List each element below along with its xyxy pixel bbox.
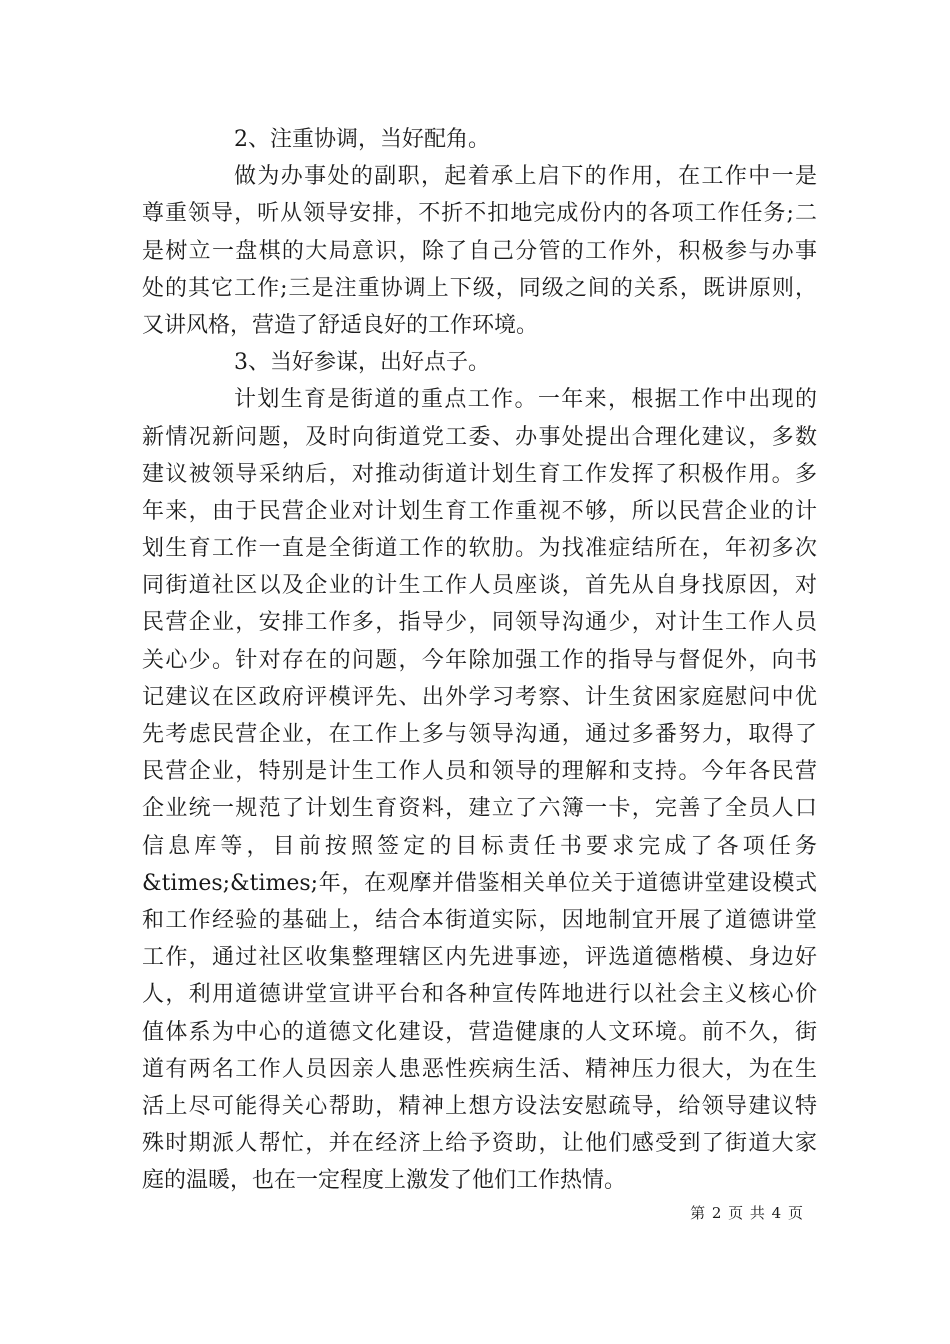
text-line: 信息库等，目前按照签定的目标责任书要求完成了各项任务 — [142, 833, 817, 859]
text-line: &times;&times;年，在观摩并借鉴相关单位关于道德讲堂建设模式 — [142, 870, 817, 896]
text-line: 同街道社区以及企业的计生工作人员座谈，首先从自身找原因，对 — [142, 573, 817, 599]
text-line: 新情况新问题，及时向街道党工委、办事处提出合理化建议，多数 — [142, 424, 817, 450]
text-line: 又讲风格，营造了舒适良好的工作环境。 — [142, 312, 539, 338]
text-line: 年来，由于民营企业对计划生育工作重视不够，所以民营企业的计 — [142, 498, 817, 524]
text-line: 先考虑民营企业，在工作上多与领导沟通，通过多番努力，取得了 — [142, 722, 817, 747]
text-line: 企业统一规范了计划生育资料，建立了六簿一卡，完善了全员人口 — [142, 796, 817, 822]
text-line: 关心少。针对存在的问题，今年除加强工作的指导与督促外，向书 — [142, 647, 817, 673]
text-line: 记建议在区政府评模评先、出外学习考察、计生贫困家庭慰问中优 — [142, 684, 817, 710]
page-number-footer: 第 2 页 共 4 页 — [690, 1204, 804, 1222]
text-line: 尊重领导，听从领导安排，不折不扣地完成份内的各项工作任务;二 — [142, 201, 817, 227]
text-line: 值体系为中心的道德文化建设，营造健康的人文环境。前不久，街 — [142, 1019, 817, 1045]
text-line: 是树立一盘棋的大局意识，除了自己分管的工作外，积极参与办事 — [142, 238, 817, 264]
text-line: 和工作经验的基础上，结合本街道实际，因地制宜开展了道德讲堂 — [142, 907, 817, 933]
text-line: 道有两名工作人员因亲人患恶性疾病生活、精神压力很大，为在生 — [142, 1056, 817, 1082]
text-line: 庭的温暖，也在一定程度上激发了他们工作热情。 — [142, 1168, 627, 1194]
text-line: 处的其它工作;三是注重协调上下级，同级之间的关系，既讲原则， — [142, 275, 817, 301]
text-line: 民营企业，特别是计生工作人员和领导的理解和支持。今年各民营 — [142, 759, 817, 785]
text-line: 活上尽可能得关心帮助，精神上想方设法安慰疏导，给领导建议特 — [142, 1093, 817, 1119]
text-line: 民营企业，安排工作多，指导少，同领导沟通少，对计生工作人员 — [142, 610, 817, 636]
text-line: 建议被领导采纳后，对推动街道计划生育工作发挥了积极作用。多 — [142, 461, 817, 487]
text-line: 人，利用道德讲堂宣讲平台和各种宣传阵地进行以社会主义核心价 — [142, 982, 817, 1008]
text-line: 3、当好参谋，出好点子。 — [234, 350, 490, 376]
text-line: 工作，通过社区收集整理辖区内先进事迹，评选道德楷模、身边好 — [142, 945, 817, 971]
text-line: 划生育工作一直是全街道工作的软肋。为找准症结所在，年初多次 — [142, 536, 817, 562]
document-body — [142, 121, 817, 1199]
text-line: 计划生育是街道的重点工作。一年来，根据工作中出现的 — [234, 387, 817, 413]
text-line: 2、注重协调，当好配角。 — [234, 127, 490, 152]
text-line: 殊时期派人帮忙，并在经济上给予资助，让他们感受到了街道大家 — [142, 1131, 817, 1157]
text-line: 做为办事处的副职，起着承上启下的作用，在工作中一是 — [234, 164, 817, 190]
